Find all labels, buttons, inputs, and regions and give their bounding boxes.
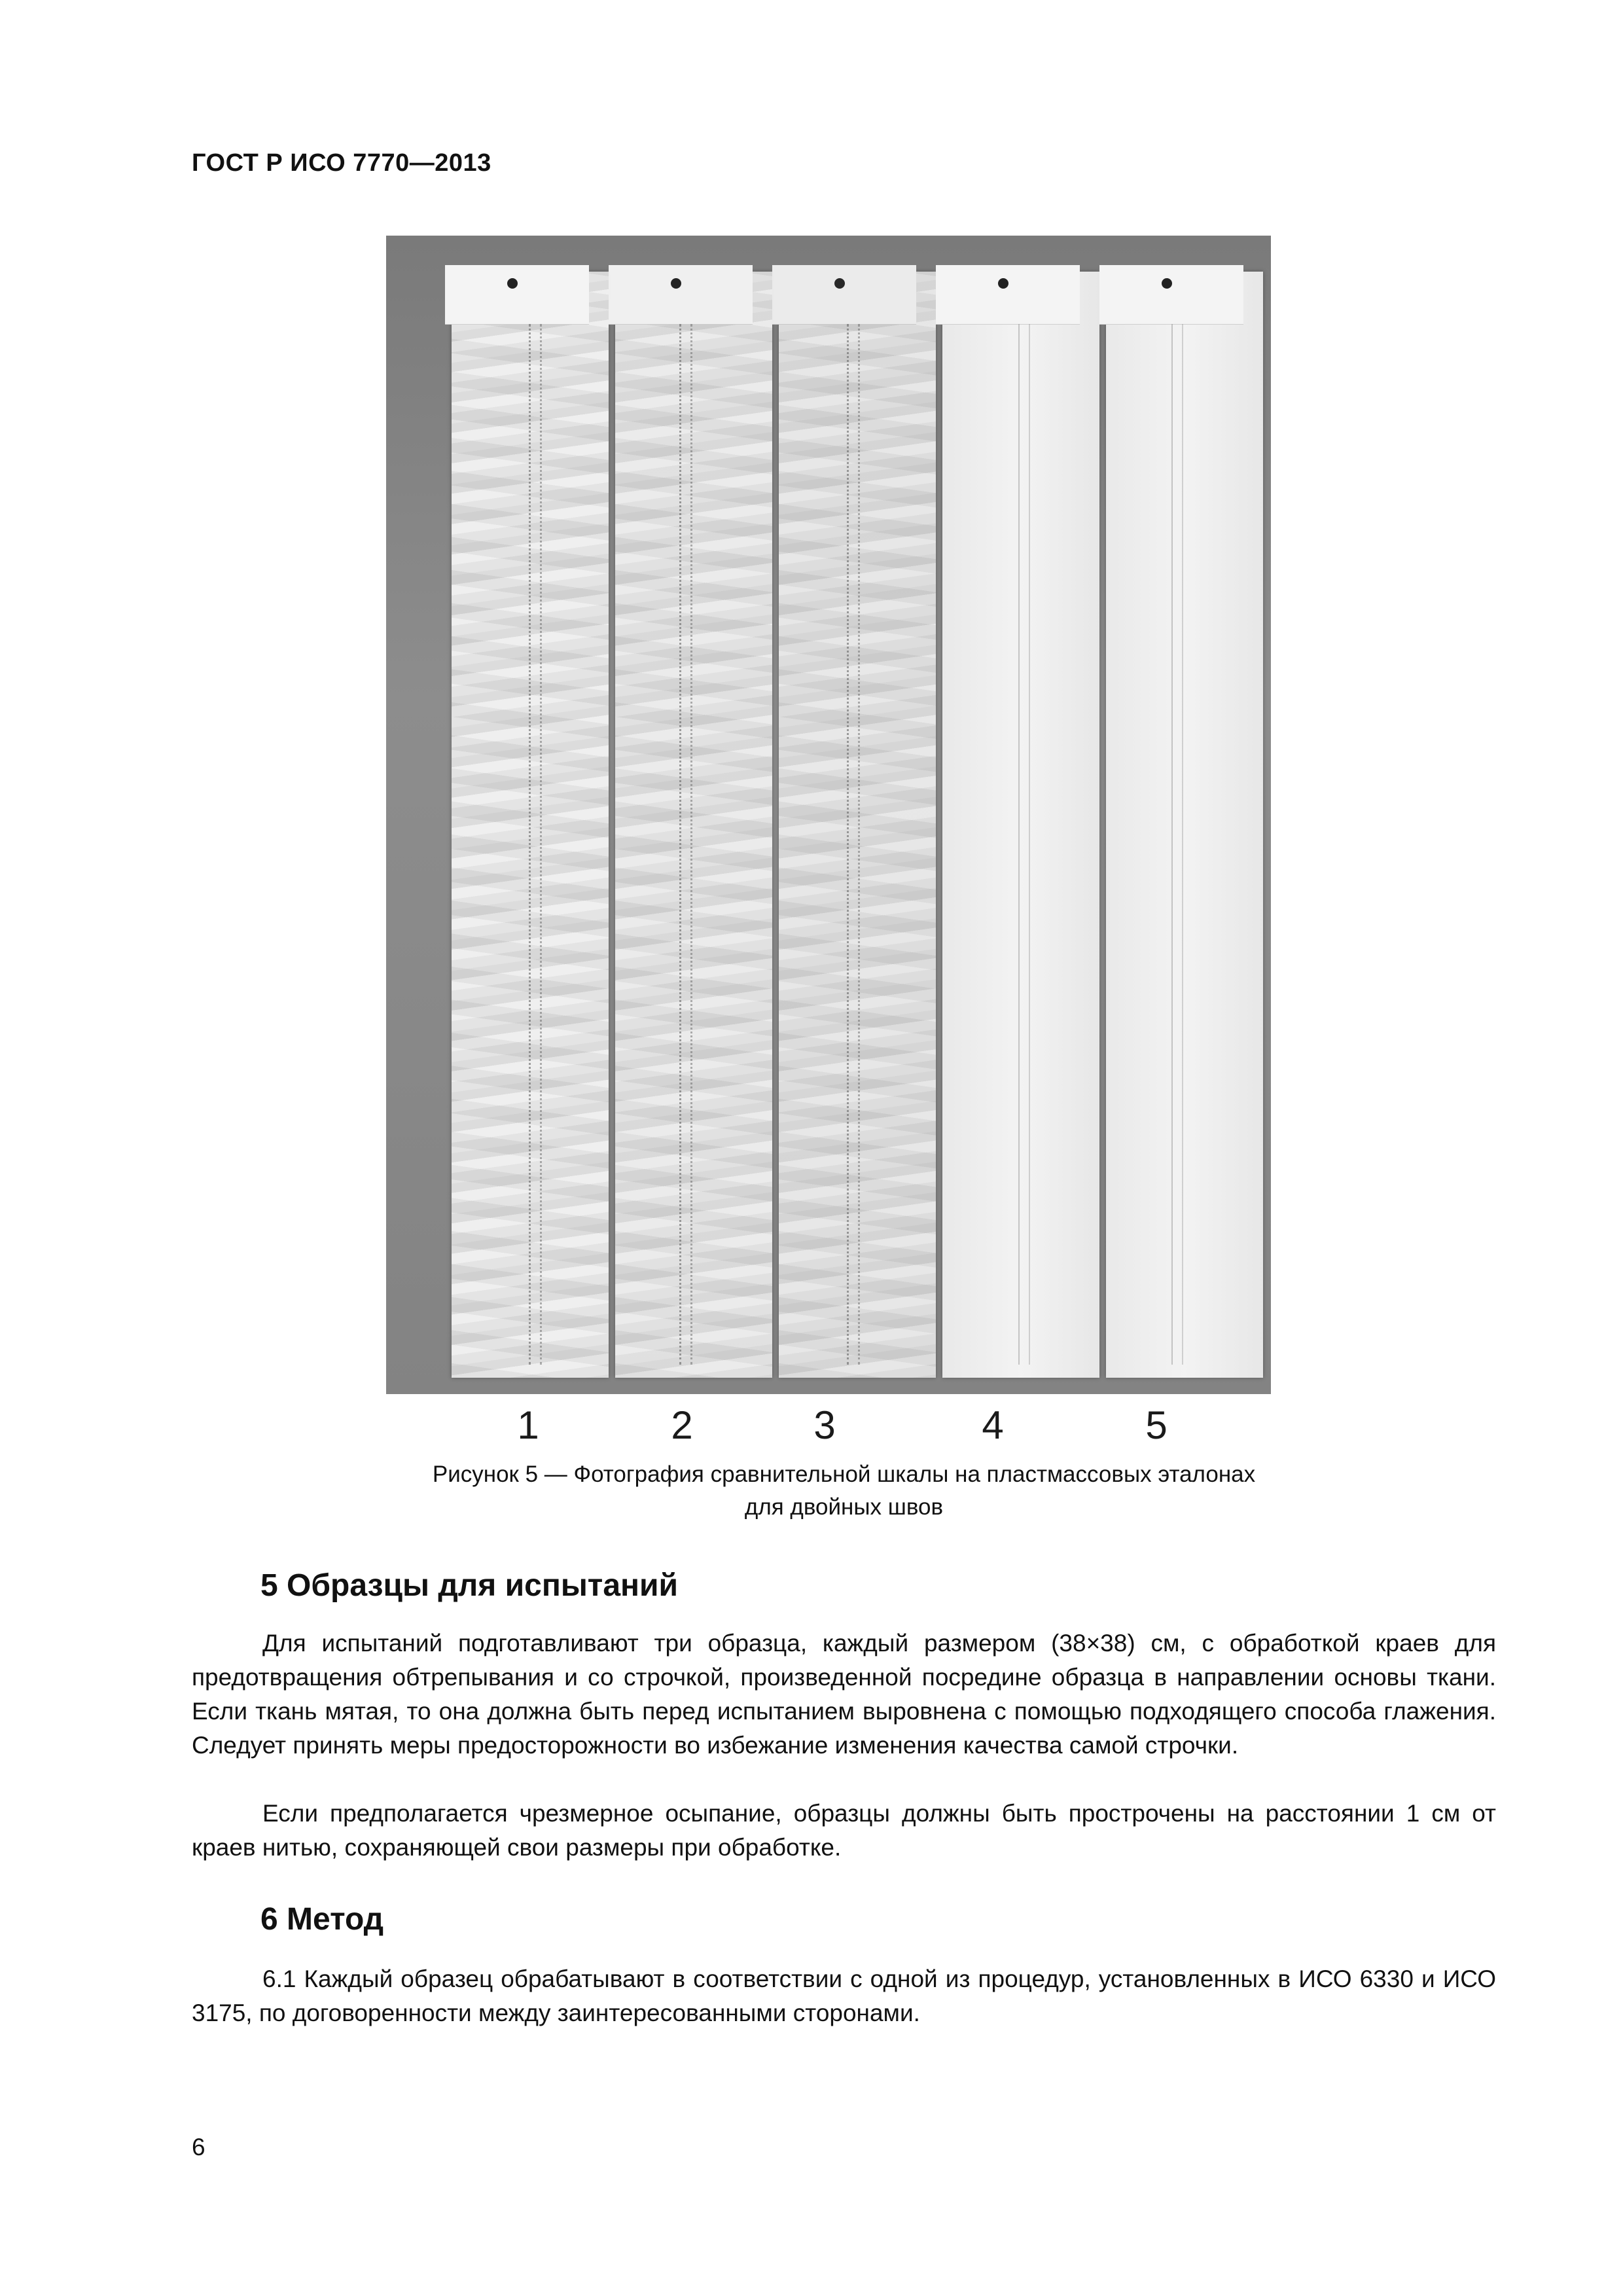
section-5-paragraph-2: Если предполагается чрезмерное осыпание, образцы должны быть прострочены на расстоянии 1 см от краев нитью, сохраняющей свои размеры при обработке. [192,1800,1496,1861]
section-6-paragraph-1: 6.1 Каждый образец обрабатывают в соответствии с одной из процедур, установленных в ИСО 6330 и ИСО 3175, по договоренности между заинтересованными сторонами. [192,1965,1496,2026]
figure-caption-line-2: для двойных швов [744,1494,944,1520]
strip-number-4: 4 [982,1403,1004,1447]
strip-number-3: 3 [813,1403,836,1447]
sample-strip-3 [779,272,936,1378]
strip-number-1: 1 [517,1403,539,1447]
section-5-heading: 5 Образцы для испытаний [260,1568,679,1603]
sample-strip-1 [452,272,609,1378]
section-6-heading: 6 Метод [260,1902,384,1937]
sample-strip-5 [1106,272,1263,1378]
strip-number-2: 2 [671,1403,693,1447]
sample-strip-2 [615,272,772,1378]
seam-scale-photo [386,236,1271,1394]
document-header: ГОСТ Р ИСО 7770—2013 [192,149,491,177]
sample-strip-4 [942,272,1099,1378]
strip-number-5: 5 [1145,1403,1168,1447]
page-number: 6 [192,2134,205,2161]
figure-caption-line-1: Рисунок 5 — Фотография сравнительной шкалы на пластмассовых эталонах [432,1462,1256,1487]
section-5-paragraph-1: Для испытаний подготавливают три образца, каждый размером (38×38) см, с обработкой краев для предотвращения обтрепывания и со строчкой, произведенной посредине образца в направлении основы ткани. Если ткань мятая, то она должна быть перед испытанием выровнена с помощью подходящего способа глажения. Следует принять меры предосторожности во избежание изменения качества самой строчки. [192,1630,1496,1759]
